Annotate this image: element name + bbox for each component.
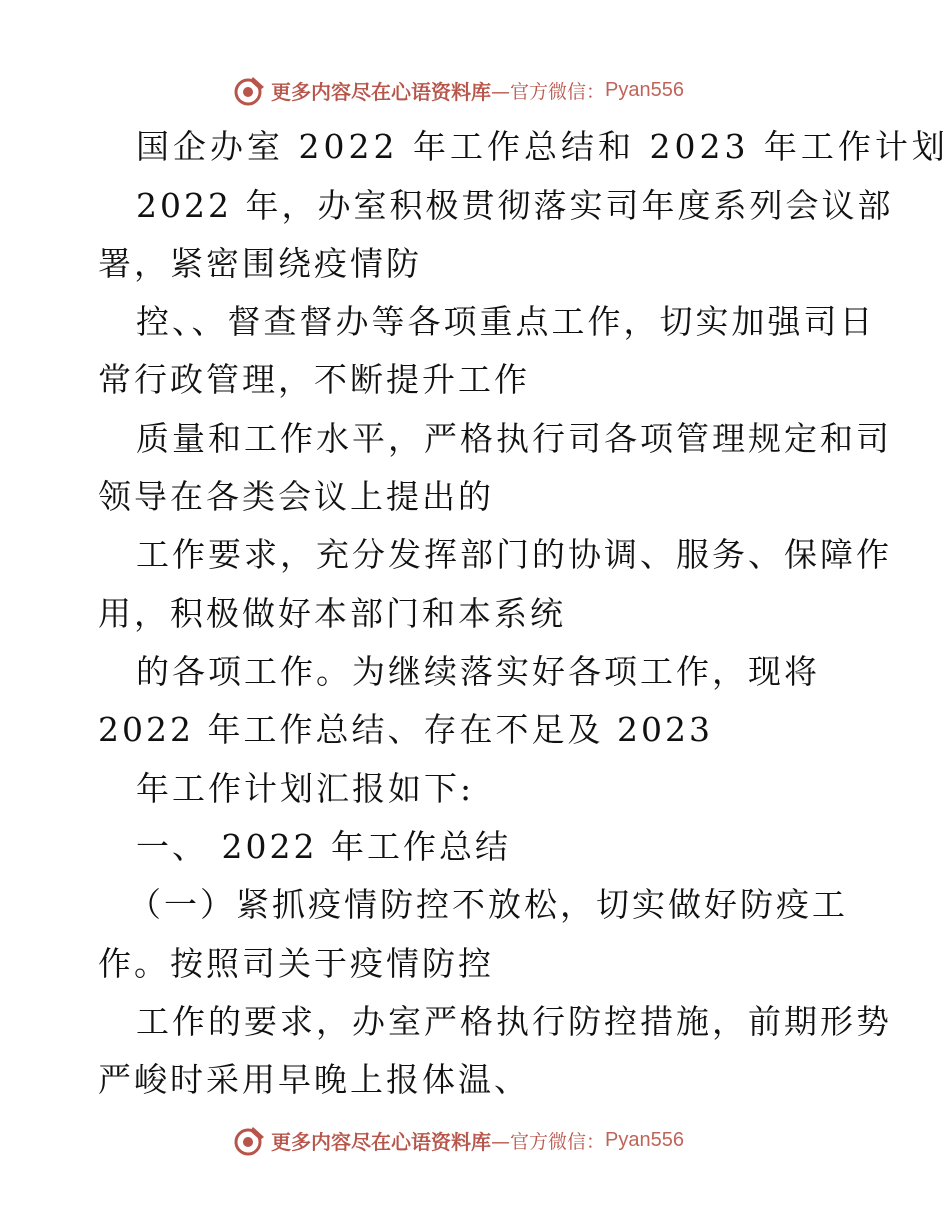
logo-icon (233, 73, 267, 107)
text-line: 工作要求，充分发挥部门的协调、服务、保障作 (136, 535, 892, 574)
text-line: 领导在各类会议上提出的 (98, 477, 494, 516)
text-line: 用，积极做好本部门和本系统 (98, 594, 566, 633)
banner-wechat-id: Pyan556 (605, 78, 684, 101)
text-line: 作。按照司关于疫情防控 (98, 944, 494, 983)
text-line: 工作的要求，办室严格执行防控措施，前期形势 (136, 1002, 892, 1041)
document-title: 国企办室 2022 年工作总结和 2023 年工作计划 (136, 127, 949, 166)
banner-sub-text: —官方微信： (491, 1130, 606, 1153)
section-heading: 一、 2022 年工作总结 (136, 827, 511, 866)
banner-main-text: 更多内容尽在心语资料库 (271, 1129, 491, 1154)
footer-watermark-banner (233, 1120, 733, 1160)
text-line: 严峻时采用早晚上报体温、 (98, 1060, 530, 1099)
text-line: 的各项工作。为继续落实好各项工作，现将 (136, 652, 820, 691)
logo-icon (233, 1123, 267, 1157)
text-line: 2022 年工作总结、存在不足及 2023 (98, 710, 713, 749)
text-line: 质量和工作水平，严格执行司各项管理规定和司 (136, 419, 892, 458)
subsection-heading: （一）紧抓疫情防控不放松，切实做好防疫工 (128, 885, 848, 924)
header-watermark-banner (233, 70, 733, 110)
text-line: 常行政管理，不断提升工作 (98, 360, 530, 399)
text-line: 控、、督查督办等各项重点工作，切实加强司日 (136, 302, 876, 341)
banner-wechat-id: Pyan556 (605, 1128, 684, 1151)
banner-sub-text: —官方微信： (491, 80, 606, 103)
text-line: 署，紧密围绕疫情防 (98, 244, 422, 283)
banner-main-text: 更多内容尽在心语资料库 (271, 79, 491, 104)
text-line: 年工作计划汇报如下: (136, 769, 475, 808)
text-line: 2022 年，办室积极贯彻落实司年度系列会议部 (136, 186, 894, 225)
